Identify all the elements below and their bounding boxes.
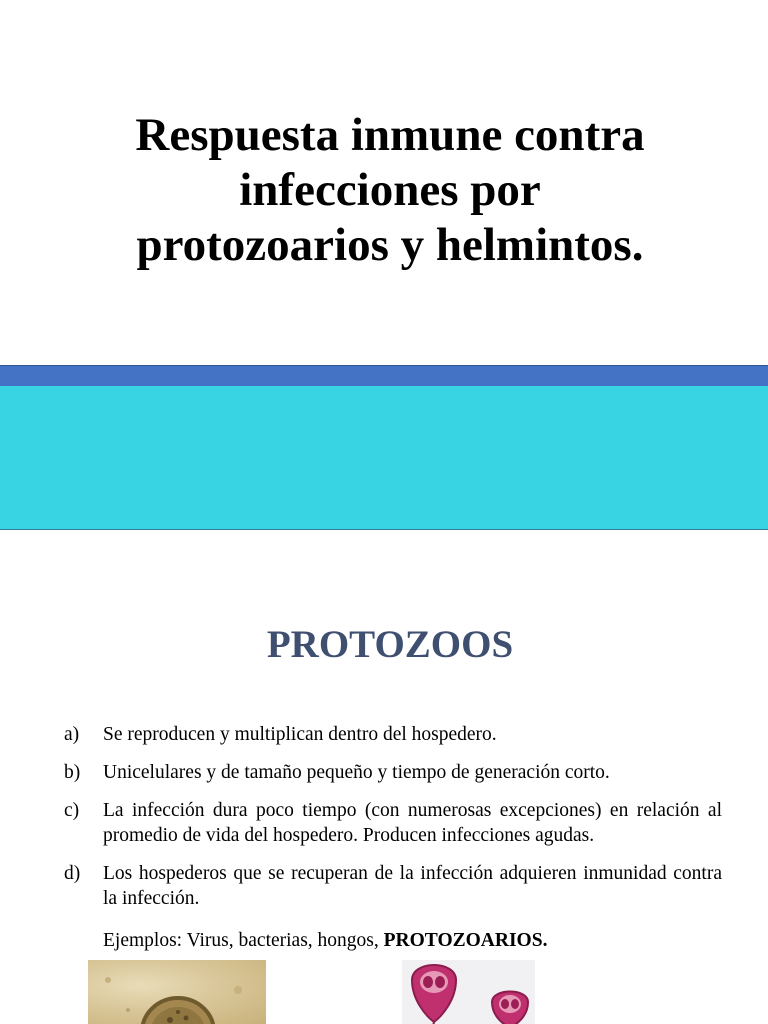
divider-band-main [0,386,768,530]
title-line-3: protozoarios y helmintos. [136,219,644,271]
list-item-text: Se reproducen y multiplican dentro del hospedero. [103,724,497,745]
list-item [64,798,722,848]
list-item-text: Unicelulares y de tamaño pequeño y tiempo de generación corto. [103,762,610,783]
list-marker: c) [64,800,80,821]
list-item [64,861,722,911]
list-item [64,760,722,785]
list-item-text: Los hospederos que se recuperan de la infección adquieren inmunidad contra la infección. [103,863,722,909]
micrograph-image-left [88,960,266,1024]
characteristics-list [64,722,722,924]
micrograph-right-drawing [402,960,535,1024]
slide-title [60,108,720,273]
section-heading: PROTOZOOS [266,623,514,666]
title-line-1: Respuesta inmune contra [135,109,645,161]
list-marker: d) [64,863,81,884]
micrograph-image-right [402,960,535,1024]
title-line-2: infecciones por [239,164,541,216]
examples-line [103,928,547,953]
micrograph-left-drawing [88,960,266,1024]
examples-bold: PROTOZOARIOS. [383,930,548,951]
examples-prefix: Ejemplos: Virus, bacterias, hongos, [103,930,384,951]
list-marker: a) [64,724,80,745]
list-marker: b) [64,762,81,783]
list-item-text: La infección dura poco tiempo (con numerosas excepciones) en relación al promedio de vida del hospedero. Producen infecciones agudas. [103,800,722,846]
list-item [64,722,722,747]
divider-band-top [0,365,768,387]
